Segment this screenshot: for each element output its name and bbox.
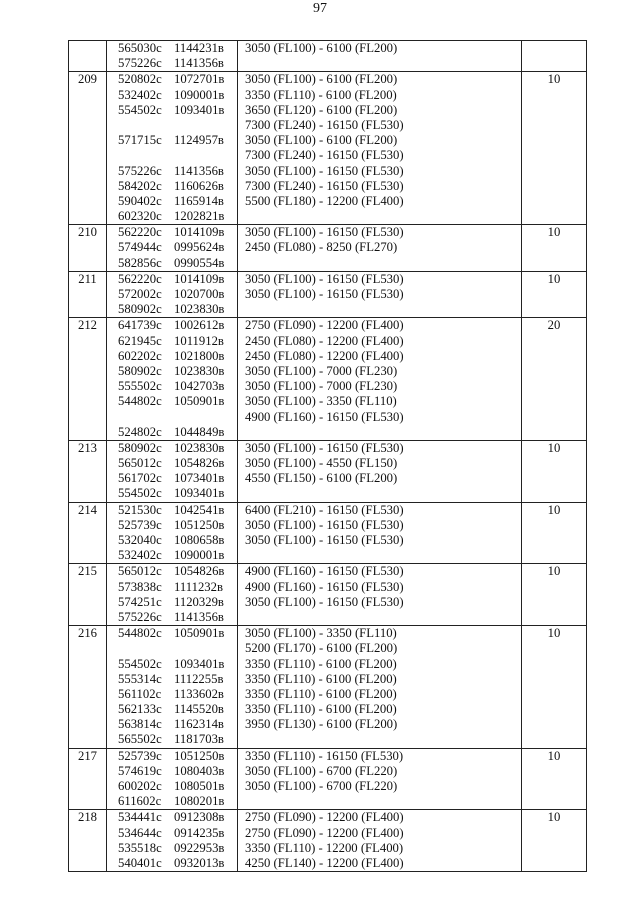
altitude-range: 3050 (FL100) - 16150 (FL530) <box>245 163 404 178</box>
longitude: 0932013в <box>174 855 225 870</box>
altitude-ranges <box>238 72 522 225</box>
point-line <box>118 657 237 672</box>
latitude: 562220с <box>118 225 162 240</box>
altitude-ranges <box>238 564 522 626</box>
point-line <box>118 56 237 71</box>
latitude: 521530с <box>118 502 162 517</box>
longitude: 1124957в <box>174 133 224 148</box>
latitude: 575226с <box>118 56 162 71</box>
route-points <box>107 748 238 810</box>
route-row <box>69 810 587 872</box>
route-value: 10 <box>522 271 587 318</box>
point-line <box>118 118 237 133</box>
altitude-range: 2750 (FL090) - 12200 (FL400) <box>245 825 404 840</box>
longitude: 1023830в <box>174 363 225 378</box>
point-line <box>118 779 237 794</box>
route-number: 215 <box>69 564 107 626</box>
route-value: 10 <box>522 626 587 749</box>
route-row <box>69 271 587 318</box>
altitude-range <box>245 610 521 625</box>
latitude: 561702с <box>118 471 162 486</box>
point-line <box>118 856 237 871</box>
altitude-range: 3050 (FL100) - 16150 (FL530) <box>245 533 404 547</box>
point-line <box>118 318 237 333</box>
altitude-range: 3350 (FL110) - 6100 (FL200) <box>245 686 397 701</box>
longitude: 1181703в <box>174 732 224 747</box>
point-line <box>118 749 237 764</box>
longitude: 1093401в <box>174 486 225 501</box>
altitude-ranges <box>238 318 522 441</box>
latitude: 600202с <box>118 779 162 793</box>
altitude-range: 2450 (FL080) - 12200 (FL400) <box>245 348 404 363</box>
altitude-range: 3350 (FL110) - 16150 (FL530) <box>245 748 404 763</box>
latitude: 532402с <box>118 548 162 563</box>
latitude: 621945с <box>118 333 162 348</box>
point-line <box>118 240 237 255</box>
route-number: 210 <box>69 225 107 272</box>
longitude: 1011912в <box>174 333 224 348</box>
longitude: 1014109в <box>174 271 225 286</box>
latitude: 555314с <box>118 671 162 686</box>
latitude: 562220с <box>118 271 162 286</box>
route-points <box>107 72 238 225</box>
longitude: 1165914в <box>174 193 224 208</box>
longitude: 0914235в <box>174 825 225 840</box>
longitude: 1120329в <box>174 594 224 609</box>
point-line <box>118 256 237 271</box>
point-line <box>118 334 237 349</box>
longitude: 1093401в <box>174 656 225 671</box>
altitude-range: 7300 (FL240) - 16150 (FL530) <box>245 178 404 193</box>
altitude-range: 3050 (FL100) - 7000 (FL230) <box>245 379 398 394</box>
route-row <box>69 502 587 564</box>
route-points <box>107 41 238 72</box>
altitude-range: 4900 (FL160) - 16150 (FL530) <box>245 564 404 579</box>
latitude: 532040с <box>118 533 162 547</box>
route-value <box>522 41 587 72</box>
latitude: 584202с <box>118 178 162 193</box>
longitude: 1051250в <box>174 748 225 763</box>
point-line <box>118 564 237 579</box>
latitude: 641739с <box>118 318 162 333</box>
route-value: 10 <box>522 810 587 872</box>
longitude: 1020700в <box>174 287 225 301</box>
altitude-range: 3050 (FL100) - 3350 (FL110) <box>245 394 397 409</box>
route-number: 212 <box>69 318 107 441</box>
altitude-range <box>245 209 521 224</box>
latitude: 525739с <box>118 517 162 532</box>
route-points <box>107 225 238 272</box>
latitude: 565012с <box>118 564 162 579</box>
point-line <box>118 456 237 471</box>
point-line <box>118 179 237 194</box>
point-line <box>118 486 237 501</box>
altitude-range: 2750 (FL090) - 12200 (FL400) <box>245 318 404 333</box>
altitude-range: 3350 (FL110) - 6100 (FL200) <box>245 702 397 717</box>
route-row <box>69 564 587 626</box>
altitude-range: 5500 (FL180) - 12200 (FL400) <box>245 193 404 208</box>
point-line <box>118 209 237 224</box>
longitude: 1162314в <box>174 717 224 732</box>
longitude: 1202821в <box>174 209 225 224</box>
page-number: 97 <box>313 1 327 16</box>
altitude-range: 2450 (FL080) - 12200 (FL400) <box>245 333 404 348</box>
route-row <box>69 225 587 272</box>
altitude-range: 2450 (FL080) - 8250 (FL270) <box>245 240 398 255</box>
latitude: 582856с <box>118 255 162 270</box>
altitude-range: 4900 (FL160) - 16150 (FL530) <box>245 579 404 594</box>
latitude: 561102с <box>118 686 162 701</box>
point-line <box>118 518 237 533</box>
route-row <box>69 318 587 441</box>
point-line <box>118 148 237 163</box>
route-number <box>69 41 107 72</box>
latitude: 574619с <box>118 763 162 778</box>
point-line <box>118 272 237 287</box>
point-line <box>118 379 237 394</box>
routes-table <box>68 40 587 872</box>
latitude: 565502с <box>118 732 162 747</box>
point-line <box>118 595 237 610</box>
longitude: 1023830в <box>174 440 225 455</box>
point-line <box>118 287 237 302</box>
latitude: 554502с <box>118 656 162 671</box>
longitude: 0912308в <box>174 810 225 825</box>
altitude-range: 3350 (FL110) - 12200 (FL400) <box>245 840 404 855</box>
route-value: 20 <box>522 318 587 441</box>
longitude: 1160626в <box>174 178 224 193</box>
point-line <box>118 349 237 364</box>
route-value: 10 <box>522 748 587 810</box>
route-row <box>69 748 587 810</box>
route-number: 211 <box>69 271 107 318</box>
latitude: 562133с <box>118 702 162 717</box>
route-points <box>107 810 238 872</box>
longitude: 0922953в <box>174 840 225 855</box>
point-line <box>118 133 237 148</box>
latitude: 574251с <box>118 594 162 609</box>
altitude-range: 7300 (FL240) - 16150 (FL530) <box>245 148 404 163</box>
altitude-ranges <box>238 810 522 872</box>
altitude-range: 3050 (FL100) - 4550 (FL150) <box>245 456 398 471</box>
longitude: 1080501в <box>174 779 225 793</box>
latitude: 580902с <box>118 302 162 317</box>
point-line <box>118 841 237 856</box>
longitude: 1002612в <box>174 318 225 333</box>
latitude: 611602с <box>118 794 162 809</box>
point-line <box>118 225 237 240</box>
point-line <box>118 364 237 379</box>
altitude-ranges <box>238 225 522 272</box>
longitude: 1112255в <box>174 671 224 686</box>
altitude-range: 3050 (FL100) - 16150 (FL530) <box>245 440 404 455</box>
point-line <box>118 717 237 732</box>
point-line <box>118 88 237 103</box>
latitude: 602320с <box>118 209 162 224</box>
altitude-range <box>245 486 521 501</box>
altitude-range: 3050 (FL100) - 6700 (FL220) <box>245 779 398 793</box>
point-line <box>118 764 237 779</box>
altitude-range: 3050 (FL100) - 16150 (FL530) <box>245 517 404 532</box>
latitude: 535518с <box>118 840 162 855</box>
route-points <box>107 440 238 502</box>
longitude: 1080201в <box>174 794 225 809</box>
route-number: 216 <box>69 626 107 749</box>
point-line <box>118 103 237 118</box>
point-line <box>118 441 237 456</box>
altitude-range: 3050 (FL100) - 16150 (FL530) <box>245 287 404 301</box>
altitude-ranges <box>238 748 522 810</box>
latitude: 534441с <box>118 810 162 825</box>
latitude: 554502с <box>118 486 162 501</box>
latitude: 574944с <box>118 240 162 255</box>
route-value: 10 <box>522 440 587 502</box>
altitude-range <box>245 302 521 317</box>
latitude: 532402с <box>118 87 162 102</box>
longitude: 1042703в <box>174 379 225 394</box>
altitude-range: 3050 (FL100) - 6700 (FL220) <box>245 763 398 778</box>
longitude: 1145520в <box>174 702 224 717</box>
latitude: 572002с <box>118 287 162 301</box>
route-number: 217 <box>69 748 107 810</box>
latitude: 540401с <box>118 855 162 870</box>
altitude-range: 3650 (FL120) - 6100 (FL200) <box>245 102 398 117</box>
latitude: 524802с <box>118 424 162 439</box>
longitude: 1023830в <box>174 302 225 317</box>
longitude: 1072701в <box>174 72 225 87</box>
route-points <box>107 502 238 564</box>
route-row <box>69 626 587 749</box>
point-line <box>118 471 237 486</box>
point-line <box>118 194 237 209</box>
altitude-range: 3050 (FL100) - 6100 (FL200) <box>245 72 398 87</box>
latitude: 590402с <box>118 193 162 208</box>
route-number: 209 <box>69 72 107 225</box>
point-line <box>118 732 237 747</box>
altitude-range: 3050 (FL100) - 16150 (FL530) <box>245 225 404 240</box>
longitude: 1080658в <box>174 533 225 547</box>
altitude-range: 3050 (FL100) - 6100 (FL200) <box>245 133 398 148</box>
altitude-range <box>245 425 521 440</box>
latitude: 554502с <box>118 102 162 117</box>
longitude: 1054826в <box>174 564 225 579</box>
latitude: 520802с <box>118 72 162 87</box>
latitude: 565030с <box>118 41 162 55</box>
longitude: 1111232в <box>174 579 223 594</box>
point-line <box>118 610 237 625</box>
routes-table-body <box>69 41 587 872</box>
altitude-range: 4900 (FL160) - 16150 (FL530) <box>245 409 404 424</box>
longitude: 1054826в <box>174 456 225 471</box>
longitude: 1141356в <box>174 163 224 178</box>
longitude: 1144231в <box>174 41 224 55</box>
latitude: 571715с <box>118 133 162 148</box>
longitude: 1093401в <box>174 102 225 117</box>
point-line <box>118 302 237 317</box>
point-line <box>118 687 237 702</box>
altitude-ranges <box>238 440 522 502</box>
longitude: 1141356в <box>174 609 224 624</box>
point-line <box>118 72 237 87</box>
altitude-range: 3050 (FL100) - 6100 (FL200) <box>245 41 398 55</box>
longitude: 1021800в <box>174 348 225 363</box>
altitude-range: 4550 (FL150) - 6100 (FL200) <box>245 471 398 486</box>
point-line <box>118 425 237 440</box>
latitude: 565012с <box>118 456 162 471</box>
altitude-range: 3050 (FL100) - 16150 (FL530) <box>245 271 404 286</box>
route-value: 10 <box>522 72 587 225</box>
point-line <box>118 826 237 841</box>
point-line <box>118 580 237 595</box>
latitude: 544802с <box>118 394 162 409</box>
longitude: 1133602в <box>174 686 224 701</box>
route-row <box>69 440 587 502</box>
altitude-range: 3950 (FL130) - 6100 (FL200) <box>245 717 398 732</box>
altitude-range: 3350 (FL110) - 6100 (FL200) <box>245 656 397 671</box>
altitude-range <box>245 56 521 71</box>
route-number: 213 <box>69 440 107 502</box>
latitude: 573838с <box>118 579 162 594</box>
altitude-range <box>245 256 521 271</box>
point-line <box>118 394 237 409</box>
longitude: 1050901в <box>174 394 225 409</box>
longitude: 1080403в <box>174 763 225 778</box>
latitude: 525739с <box>118 748 162 763</box>
altitude-range: 3350 (FL110) - 6100 (FL200) <box>245 671 397 686</box>
point-line <box>118 164 237 179</box>
point-line <box>118 626 237 641</box>
longitude: 1042541в <box>174 502 225 517</box>
route-points <box>107 318 238 441</box>
latitude: 555502с <box>118 379 162 394</box>
altitude-range <box>245 548 521 563</box>
route-row <box>69 72 587 225</box>
point-line <box>118 41 237 56</box>
point-line <box>118 548 237 563</box>
altitude-range: 5200 (FL170) - 6100 (FL200) <box>245 641 398 656</box>
latitude: 580902с <box>118 363 162 378</box>
point-line <box>118 672 237 687</box>
altitude-ranges <box>238 41 522 72</box>
route-value: 10 <box>522 564 587 626</box>
longitude: 1073401в <box>174 471 225 486</box>
point-line <box>118 410 237 425</box>
latitude: 563814с <box>118 717 162 732</box>
route-number: 214 <box>69 502 107 564</box>
route-points <box>107 564 238 626</box>
latitude: 534644с <box>118 825 162 840</box>
longitude: 1090001в <box>174 87 225 102</box>
altitude-range <box>245 732 521 747</box>
altitude-range: 3350 (FL110) - 6100 (FL200) <box>245 87 397 102</box>
route-points <box>107 626 238 749</box>
altitude-ranges <box>238 502 522 564</box>
latitude: 575226с <box>118 609 162 624</box>
route-row <box>69 41 587 72</box>
longitude: 1051250в <box>174 517 225 532</box>
altitude-range: 3050 (FL100) - 7000 (FL230) <box>245 363 398 378</box>
point-line <box>118 503 237 518</box>
route-value: 10 <box>522 225 587 272</box>
longitude: 0995624в <box>174 240 225 255</box>
point-line <box>118 702 237 717</box>
latitude: 602202с <box>118 348 162 363</box>
longitude: 1014109в <box>174 225 225 240</box>
point-line <box>118 810 237 825</box>
altitude-range: 2750 (FL090) - 12200 (FL400) <box>245 810 404 825</box>
point-line <box>118 641 237 656</box>
longitude: 1050901в <box>174 626 225 641</box>
altitude-range: 6400 (FL210) - 16150 (FL530) <box>245 502 404 517</box>
altitude-ranges <box>238 271 522 318</box>
altitude-ranges <box>238 626 522 749</box>
route-value: 10 <box>522 502 587 564</box>
route-number: 218 <box>69 810 107 872</box>
longitude: 1044849в <box>174 424 225 439</box>
point-line <box>118 794 237 809</box>
altitude-range: 7300 (FL240) - 16150 (FL530) <box>245 117 404 132</box>
altitude-range: 4250 (FL140) - 12200 (FL400) <box>245 855 404 870</box>
altitude-range <box>245 794 521 809</box>
altitude-range: 3050 (FL100) - 16150 (FL530) <box>245 594 404 609</box>
longitude: 0990554в <box>174 255 225 270</box>
longitude: 1090001в <box>174 548 225 563</box>
longitude: 1141356в <box>174 56 224 71</box>
latitude: 575226с <box>118 163 162 178</box>
point-line <box>118 533 237 548</box>
route-points <box>107 271 238 318</box>
latitude: 544802с <box>118 626 162 641</box>
altitude-range: 3050 (FL100) - 3350 (FL110) <box>245 626 397 641</box>
latitude: 580902с <box>118 440 162 455</box>
